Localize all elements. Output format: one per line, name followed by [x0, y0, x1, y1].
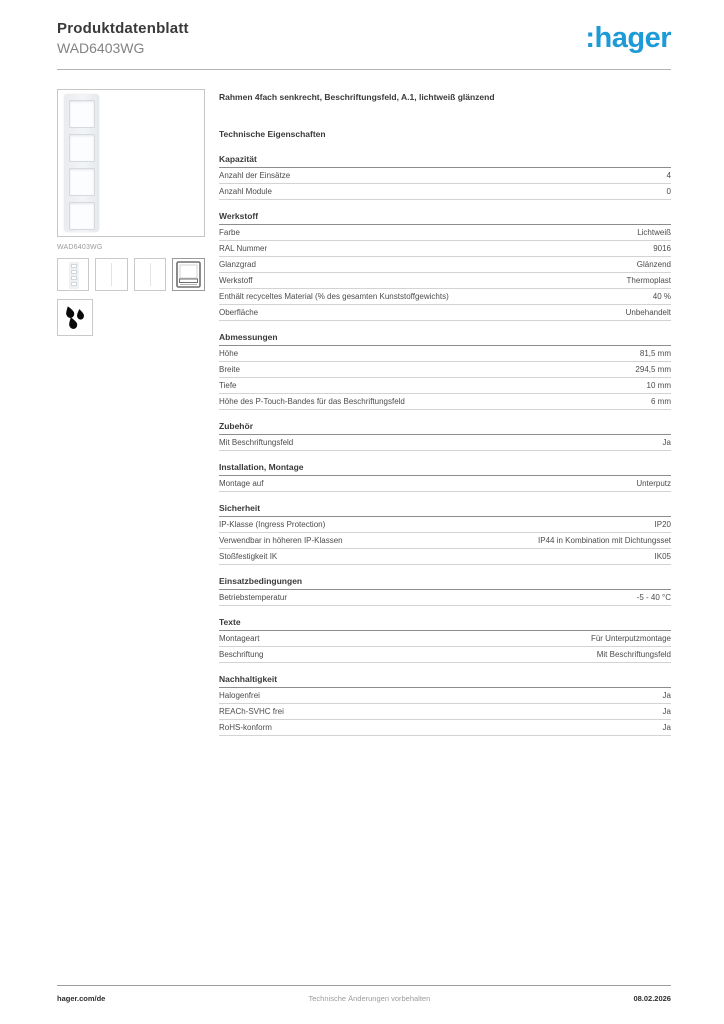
spec-section	[219, 421, 671, 451]
spec-label: RAL Nummer	[219, 244, 268, 253]
spec-row	[219, 394, 671, 410]
product-description: Rahmen 4fach senkrecht, Beschriftungsfeld, A.1, lichtweiß glänzend	[219, 92, 495, 102]
spec-row	[219, 435, 671, 451]
spec-section-title: Nachhaltigkeit	[219, 674, 671, 688]
product-image	[57, 89, 205, 237]
spec-label: Werkstoff	[219, 276, 253, 285]
spec-section-title: Installation, Montage	[219, 462, 671, 476]
spec-row	[219, 590, 671, 606]
spec-label: Anzahl Module	[219, 187, 272, 196]
spec-row	[219, 289, 671, 305]
spec-section-title: Zubehör	[219, 421, 671, 435]
spec-label: REACh-SVHC frei	[219, 707, 284, 716]
spec-value: 9016	[653, 244, 671, 253]
spec-row	[219, 257, 671, 273]
spec-sections	[219, 154, 671, 736]
spec-row	[219, 533, 671, 549]
spec-row	[219, 168, 671, 184]
spec-section	[219, 576, 671, 606]
doc-type-label: Produktdatenblatt	[57, 20, 189, 37]
spec-value: Ja	[662, 691, 671, 700]
spec-row	[219, 273, 671, 289]
spec-value: 4	[666, 171, 671, 180]
spec-label: Beschriftung	[219, 650, 264, 659]
spec-section-title: Sicherheit	[219, 503, 671, 517]
spec-label: Farbe	[219, 228, 240, 237]
spec-section	[219, 211, 671, 321]
spec-row	[219, 704, 671, 720]
spec-label: Glanzgrad	[219, 260, 256, 269]
mini-frame-graphic	[69, 262, 79, 289]
spec-value: IP20	[654, 520, 671, 529]
spec-label: Tiefe	[219, 381, 237, 390]
header-title-block	[57, 20, 189, 56]
spec-label: Höhe des P-Touch-Bandes für das Beschriftungsfeld	[219, 397, 405, 406]
spec-label: Montageart	[219, 634, 260, 643]
spec-row	[219, 517, 671, 533]
spec-value: Ja	[662, 707, 671, 716]
spec-row	[219, 305, 671, 321]
thumbnail-row	[57, 258, 205, 291]
page-footer	[57, 985, 671, 1003]
spec-label: Stoßfestigkeit IK	[219, 552, 278, 561]
spec-section-title: Werkstoff	[219, 211, 671, 225]
product-image-caption: WAD6403WG	[57, 244, 103, 251]
frame-opening	[69, 202, 95, 230]
spec-section	[219, 674, 671, 736]
spec-value: 6 mm	[651, 397, 671, 406]
spec-label: Mit Beschriftungsfeld	[219, 438, 294, 447]
spec-row	[219, 549, 671, 565]
spec-section	[219, 617, 671, 663]
dimension-drawing-icon	[173, 259, 204, 290]
spec-value: Ja	[662, 723, 671, 732]
spec-label: Verwendbar in höheren IP-Klassen	[219, 536, 343, 545]
main-content	[0, 70, 724, 747]
spec-row	[219, 378, 671, 394]
frame-opening	[69, 100, 95, 128]
spec-row	[219, 631, 671, 647]
spec-label: Halogenfrei	[219, 691, 260, 700]
spec-value: IK05	[654, 552, 671, 561]
spec-section	[219, 503, 671, 565]
page-header	[0, 0, 724, 56]
spec-row	[219, 720, 671, 736]
spec-label: Betriebstemperatur	[219, 593, 288, 602]
product-front-thumbnail	[57, 258, 89, 291]
footer-website-link[interactable]: hager.com/de	[57, 994, 106, 1003]
water-drops-pictogram	[57, 299, 93, 336]
hager-logo: :hager	[585, 22, 671, 54]
tech-properties-heading: Technische Eigenschaften	[219, 129, 326, 139]
frame-blank-view-1-thumbnail	[95, 258, 127, 291]
spec-section-title: Kapazität	[219, 154, 671, 168]
spec-value: Mit Beschriftungsfeld	[596, 650, 671, 659]
spec-value: Unbehandelt	[625, 308, 671, 317]
spec-value: -5 - 40 °C	[636, 593, 671, 602]
footer-legal-note: Technische Änderungen vorbehalten	[308, 994, 431, 1003]
spec-value: Unterputz	[636, 479, 671, 488]
spec-value: 10 mm	[646, 381, 671, 390]
spec-label: Enthält recyceltes Material (% des gesamten Kunststoffgewichts)	[219, 292, 449, 301]
product-code: WAD6403WG	[57, 40, 145, 56]
spec-label: Höhe	[219, 349, 239, 358]
frame-4gang-graphic	[64, 94, 99, 232]
spec-row	[219, 346, 671, 362]
frame-blank-view-2-thumbnail	[134, 258, 166, 291]
product-media-column	[57, 89, 205, 747]
spec-row	[219, 225, 671, 241]
spec-row	[219, 362, 671, 378]
frame-opening	[69, 168, 95, 196]
spec-label: Anzahl der Einsätze	[219, 171, 291, 180]
spec-section	[219, 332, 671, 410]
spec-row	[219, 647, 671, 663]
spec-label: RoHS-konform	[219, 723, 272, 732]
spec-label: IP-Klasse (Ingress Protection)	[219, 520, 326, 529]
spec-label: Oberfläche	[219, 308, 259, 317]
spec-value: 81,5 mm	[639, 349, 671, 358]
spec-section-title: Texte	[219, 617, 671, 631]
spec-value: Ja	[662, 438, 671, 447]
spec-value: IP44 in Kombination mit Dichtungsset	[538, 536, 671, 545]
spec-value: 294,5 mm	[635, 365, 671, 374]
spec-row	[219, 476, 671, 492]
water-drops-icon	[61, 304, 89, 332]
dimension-drawing-thumbnail	[172, 258, 205, 291]
spec-label: Breite	[219, 365, 240, 374]
spec-row	[219, 688, 671, 704]
spec-row	[219, 184, 671, 200]
spec-value: Für Unterputzmontage	[590, 634, 671, 643]
spec-section	[219, 154, 671, 200]
spec-section	[219, 462, 671, 492]
spec-value: 40 %	[652, 292, 671, 301]
spec-value: Thermoplast	[626, 276, 671, 285]
spec-section-title: Abmessungen	[219, 332, 671, 346]
spec-section-title: Einsatzbedingungen	[219, 576, 671, 590]
spec-value: Lichtweiß	[637, 228, 671, 237]
spec-row	[219, 241, 671, 257]
footer-date: 08.02.2026	[633, 994, 671, 1003]
frame-opening	[69, 134, 95, 162]
spec-value: Glänzend	[636, 260, 671, 269]
spec-column	[219, 89, 671, 747]
spec-value: 0	[666, 187, 671, 196]
spec-label: Montage auf	[219, 479, 264, 488]
